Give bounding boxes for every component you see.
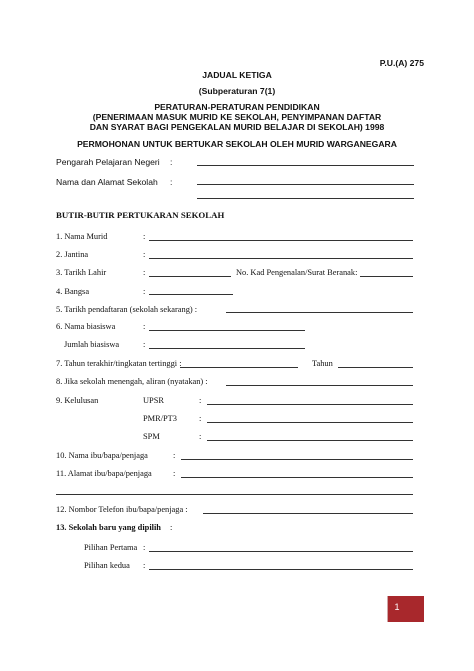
year-input-line[interactable] — [338, 367, 413, 368]
stream-input-line[interactable] — [226, 385, 413, 386]
upsr-label: UPSR — [143, 396, 164, 405]
pmr-label: PMR/PT3 — [143, 414, 177, 423]
school-input-line-2[interactable] — [197, 198, 414, 199]
scholarship-amount-label: Jumlah biasiswa — [64, 340, 120, 349]
director-input-line[interactable] — [197, 165, 414, 166]
section-title: BUTIR-BUTIR PERTUKARAN SEKOLAH — [56, 210, 225, 220]
phone-input-line[interactable] — [203, 513, 413, 514]
name-input-line[interactable] — [149, 240, 413, 241]
second-choice-input-line[interactable] — [149, 569, 413, 570]
new-school-label: 13. Sekolah baru yang dipilih — [56, 523, 161, 532]
director-colon: : — [170, 157, 173, 167]
page-number-badge — [387, 596, 424, 622]
schedule-title: JADUAL KETIGA — [202, 70, 272, 80]
spm-label: SPM — [143, 432, 160, 441]
spm-input-line[interactable] — [207, 440, 413, 441]
stream-label: 8. Jika sekolah menengah, aliran (nyatakan) : — [56, 377, 208, 386]
parent-address-input-line-2[interactable] — [56, 494, 413, 495]
first-choice-input-line[interactable] — [149, 551, 413, 552]
upsr-colon: : — [199, 396, 202, 405]
parent-address-colon: : — [173, 469, 176, 478]
regulation-title-line-3: DAN SYARAT BAGI PENGEKALAN MURID BELAJAR DI SEKOLAH) 1998 — [89, 122, 385, 132]
regulation-title-line-2: (PENERIMAAN MASUK MURID KE SEKOLAH, PENYIMPANAN DAFTAR — [92, 112, 382, 122]
dob-colon: : — [143, 268, 146, 277]
gender-label: 2. Jantina — [56, 250, 89, 259]
parent-name-input-line[interactable] — [181, 459, 413, 460]
new-school-colon: : — [170, 523, 173, 532]
spm-colon: : — [199, 432, 202, 441]
regulation-title-line-1: PERATURAN-PERATURAN PENDIDIKAN — [154, 102, 320, 112]
name-label: 1. Nama Murid — [56, 232, 108, 241]
name-colon: : — [143, 232, 146, 241]
ic-label: No. Kad Pengenalan/Surat Beranak: — [236, 268, 358, 277]
parent-address-input-line-1[interactable] — [181, 477, 413, 478]
parent-address-label: 11. Alamat ibu/bapa/penjaga — [56, 469, 152, 478]
year-label: Tahun — [312, 359, 333, 368]
form-title: PERMOHONAN UNTUK BERTUKAR SEKOLAH OLEH MURID WARGANEGARA — [77, 139, 397, 149]
pmr-colon: : — [199, 414, 202, 423]
director-label: Pengarah Pelajaran Negeri — [56, 157, 160, 167]
race-input-line[interactable] — [149, 294, 233, 295]
scholarship-amount-colon: : — [143, 340, 146, 349]
document-reference: P.U.(A) 275 — [379, 58, 424, 68]
dob-label: 3. Tarikh Lahir — [56, 268, 107, 277]
dob-input-line[interactable] — [149, 276, 231, 277]
race-colon: : — [143, 287, 146, 296]
sub-regulation: (Subperaturan 7(1) — [198, 86, 276, 96]
first-choice-colon: : — [143, 543, 146, 552]
registration-date-label: 5. Tarikh pendaftaran (sekolah sekarang) : — [56, 305, 198, 314]
upsr-input-line[interactable] — [207, 404, 413, 405]
page-number: 1 — [394, 602, 400, 612]
second-choice-colon: : — [143, 561, 146, 570]
first-choice-label: Pilihan Pertama — [84, 543, 138, 552]
school-input-line-1[interactable] — [197, 184, 414, 185]
scholarship-label: 6. Nama biasiswa — [56, 322, 116, 331]
race-label: 4. Bangsa — [56, 287, 90, 296]
parent-name-label: 10. Nama ibu/bapa/penjaga — [56, 451, 148, 460]
phone-label: 12. Nombor Telefon ibu/bapa/penjaga : — [56, 505, 188, 514]
scholarship-input-line[interactable] — [149, 330, 305, 331]
school-label: Nama dan Alamat Sekolah — [56, 177, 158, 187]
scholarship-amount-input-line[interactable] — [149, 348, 305, 349]
last-year-input-line[interactable] — [180, 367, 298, 368]
pass-label: 9. Kelulusan — [56, 396, 99, 405]
ic-input-line[interactable] — [360, 276, 413, 277]
last-year-label: 7. Tahun terakhir/tingkatan tertinggi : — [56, 359, 182, 368]
gender-colon: : — [143, 250, 146, 259]
pmr-input-line[interactable] — [207, 422, 413, 423]
second-choice-label: Pilihan kedua — [84, 561, 130, 570]
gender-input-line[interactable] — [149, 258, 413, 259]
school-colon: : — [170, 177, 173, 187]
registration-date-input-line[interactable] — [226, 312, 413, 313]
parent-name-colon: : — [173, 451, 176, 460]
scholarship-colon: : — [143, 322, 146, 331]
